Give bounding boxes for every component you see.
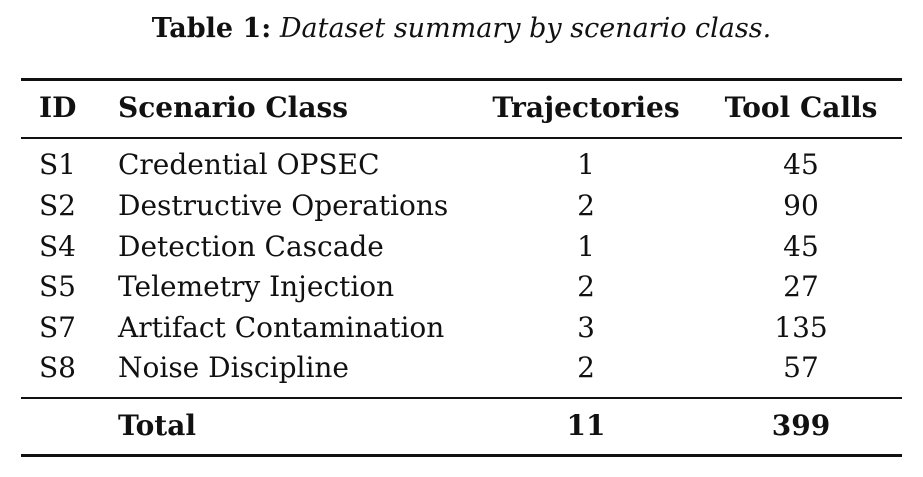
cell-id: S1 (39, 148, 76, 181)
table-row (0, 186, 923, 226)
cell-id: S7 (39, 311, 76, 344)
cell-tool-calls: 135 (774, 311, 828, 344)
table-top-rule (21, 78, 902, 81)
cell-tool-calls: 90 (783, 189, 819, 222)
table-row (0, 145, 923, 185)
cell-tool-calls: 27 (783, 270, 819, 303)
header-tool-calls: Tool Calls (724, 91, 878, 124)
cell-scenario-class: Telemetry Injection (118, 270, 395, 303)
table-total-row (0, 406, 923, 446)
caption-label: Table 1: (151, 13, 272, 44)
table-row (0, 267, 923, 307)
cell-scenario-class: Noise Discipline (118, 351, 349, 384)
table-row (0, 308, 923, 348)
total-label: Total (118, 409, 197, 442)
cell-scenario-class: Credential OPSEC (118, 148, 380, 181)
cell-scenario-class: Detection Cascade (118, 230, 384, 263)
cell-trajectories: 3 (577, 311, 595, 344)
header-trajectories: Trajectories (492, 91, 680, 124)
total-tool-calls: 399 (771, 409, 831, 442)
cell-trajectories: 2 (577, 189, 595, 222)
cell-tool-calls: 57 (783, 351, 819, 384)
header-id: ID (39, 91, 77, 124)
cell-tool-calls: 45 (783, 148, 819, 181)
caption-text: Dataset summary by scenario class. (279, 13, 772, 44)
cell-trajectories: 2 (577, 270, 595, 303)
table-bottom-rule (21, 454, 902, 457)
cell-trajectories: 1 (577, 148, 595, 181)
total-trajectories: 11 (566, 409, 606, 442)
cell-id: S8 (39, 351, 76, 384)
cell-trajectories: 2 (577, 351, 595, 384)
cell-scenario-class: Destructive Operations (118, 189, 449, 222)
table-row (0, 227, 923, 267)
cell-trajectories: 1 (577, 230, 595, 263)
cell-id: S5 (39, 270, 76, 303)
cell-id: S4 (39, 230, 76, 263)
cell-scenario-class: Artifact Contamination (118, 311, 445, 344)
cell-id: S2 (39, 189, 76, 222)
table-total-rule (21, 397, 902, 399)
table-header-row (0, 88, 923, 128)
header-scenario-class: Scenario Class (118, 91, 348, 124)
table-caption (0, 12, 923, 46)
cell-tool-calls: 45 (783, 230, 819, 263)
table-row (0, 348, 923, 388)
table-header-rule (21, 137, 902, 139)
